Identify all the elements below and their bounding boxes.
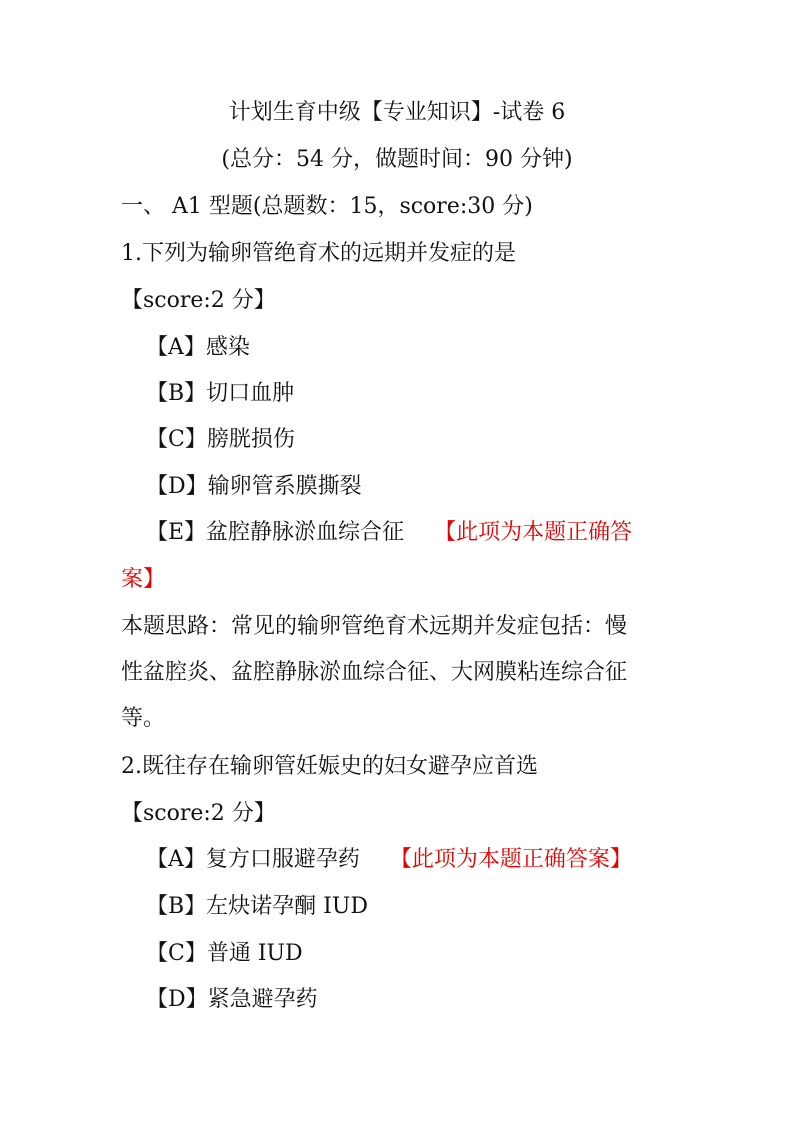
question-2-stem: 2.既往存在输卵管妊娠史的妇女避孕应首选 [121, 754, 538, 779]
question-1-score: 【score:2 分】 [121, 288, 276, 313]
question-1-option-c: 【C】膀胱损伤 [146, 427, 295, 452]
question-1-option-a: 【A】感染 [146, 335, 250, 360]
correct-answer-tag: 【此项为本题正确答 [434, 520, 633, 545]
question-2-option-d: 【D】紧急避孕药 [146, 987, 318, 1012]
question-1-option-d: 【D】输卵管系膜撕裂 [146, 474, 362, 499]
explanation-line-2: 性盆腔炎、盆腔静脉淤血综合征、大网膜粘连综合征 [121, 660, 628, 685]
correct-answer-tag-continued: 案】 [121, 567, 166, 592]
question-1-stem: 1.下列为输卵管绝育术的远期并发症的是 [121, 241, 516, 266]
explanation-line-1: 本题思路：常见的输卵管绝育术远期并发症包括：慢 [121, 614, 628, 639]
correct-answer-tag: 【此项为本题正确答案】 [389, 847, 632, 872]
question-1-option-b: 【B】切口血肿 [146, 381, 295, 406]
question-1-option-e: 【E】盆腔静脉淤血综合征 [146, 520, 405, 545]
section-heading: 一、 A1 型题(总题数：15，score:30 分) [121, 194, 533, 219]
document-title: 计划生育中级【专业知识】-试卷 6 [228, 100, 566, 125]
question-2-option-a-line [146, 845, 632, 875]
question-2-option-c: 【C】普通 IUD [146, 941, 303, 966]
question-1-option-e-line [146, 518, 632, 548]
question-2-option-a: 【A】复方口服避孕药 [146, 847, 360, 872]
question-2-option-b: 【B】左炔诺孕酮 IUD [146, 894, 369, 919]
document-subtitle: (总分：54 分，做题时间：90 分钟) [221, 147, 573, 172]
question-2-score: 【score:2 分】 [121, 801, 276, 826]
explanation-line-3: 等。 [121, 706, 166, 731]
